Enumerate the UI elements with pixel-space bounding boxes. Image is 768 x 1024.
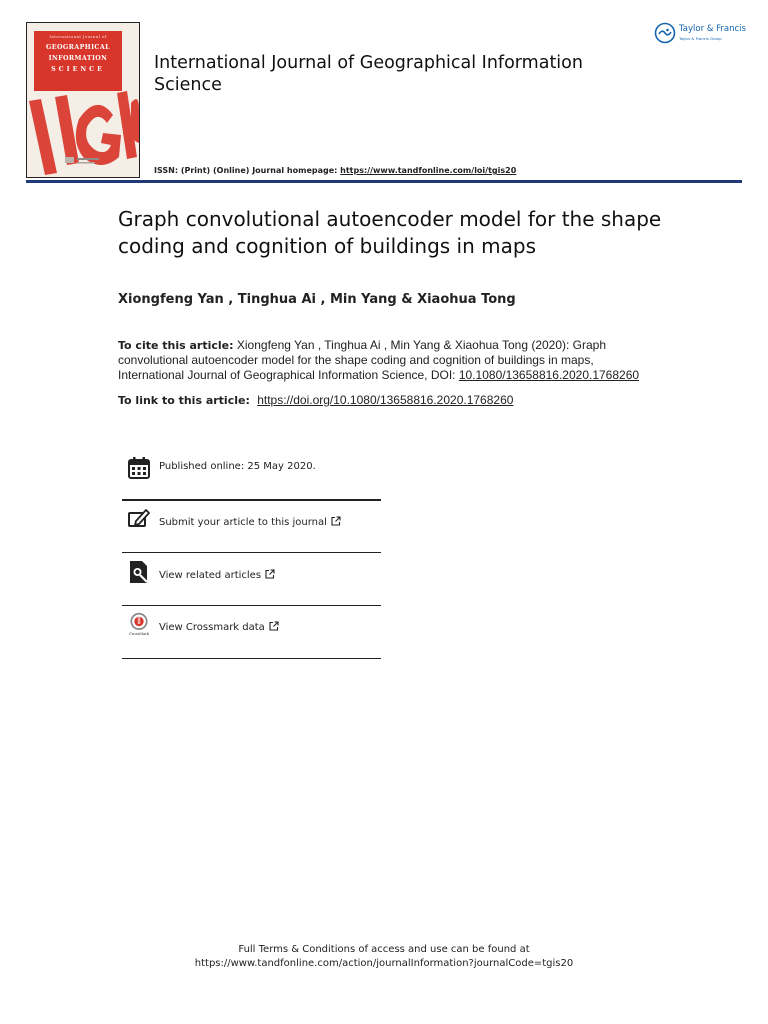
list-divider <box>122 605 381 606</box>
related-articles-link[interactable] <box>122 559 382 611</box>
list-divider <box>122 499 381 501</box>
taylor-francis-icon <box>654 22 676 44</box>
list-divider <box>122 658 381 659</box>
submit-article-label: Submit your article to this journal <box>159 516 341 528</box>
calendar-icon <box>127 456 151 480</box>
submit-article-link[interactable] <box>122 506 382 558</box>
cover-line-1: International Journal of <box>49 34 107 39</box>
cover-line-2: GEOGRAPHICAL <box>46 44 110 51</box>
external-link-icon <box>331 516 341 526</box>
journal-title: International Journal of Geographical Information Science <box>154 53 583 95</box>
article-authors: Xiongfeng Yan , Tinghua Ai , Min Yang & Xiaohua Tong <box>118 292 516 307</box>
article-doi-url-link[interactable]: https://doi.org/10.1080/13658816.2020.1768260 <box>257 393 514 407</box>
footer-line-1: Full Terms & Conditions of access and use can be found at <box>238 944 530 955</box>
link-label: To link to this article: <box>118 394 250 407</box>
cover-title-panel <box>34 31 122 91</box>
edit-icon <box>127 507 151 531</box>
external-link-icon <box>265 569 275 579</box>
journal-homepage-link[interactable]: https://www.tandfonline.com/loi/tgis20 <box>340 166 517 175</box>
cite-text: Xiongfeng Yan , Tinghua Ai , Min Yang & Xiaohua Tong (2020): Graph convolutional autoencoder model for the shape coding and cognition of buildings in maps, International Journal of Geographical Information Science, DOI: <box>118 338 607 382</box>
published-online-label: Published online: 25 May 2020. <box>159 461 316 472</box>
terms-footer <box>134 943 634 971</box>
article-title: Graph convolutional autoencoder model for the shape coding and cognition of buildings in maps <box>118 207 662 258</box>
cover-line-3: INFORMATION <box>48 55 108 62</box>
related-articles-label: View related articles <box>159 569 275 581</box>
article-link-block <box>118 393 678 407</box>
publisher-name: Taylor & Francis <box>679 24 746 34</box>
citation-block <box>118 338 658 383</box>
search-document-icon <box>127 560 151 584</box>
header-divider <box>26 180 742 183</box>
list-divider <box>122 552 381 553</box>
crossmark-label: View Crossmark data <box>159 621 279 633</box>
cover-line-4: SCIENCE <box>51 66 105 73</box>
footer-terms-url[interactable]: https://www.tandfonline.com/action/journalInformation?journalCode=tgis20 <box>194 958 574 969</box>
crossmark-caption: CrossMark <box>128 632 150 636</box>
publisher-logo[interactable] <box>654 22 746 46</box>
crossmark-link[interactable] <box>122 612 382 664</box>
cite-label: To cite this article: <box>118 339 234 352</box>
issn-line <box>154 166 516 175</box>
publisher-group-name: Taylor & Francis Group <box>679 36 722 41</box>
external-link-icon <box>269 621 279 631</box>
journal-cover-image <box>26 22 140 178</box>
doi-link[interactable]: 10.1080/13658816.2020.1768260 <box>458 368 640 382</box>
issn-label: ISSN: (Print) (Online) Journal homepage: <box>154 166 338 175</box>
crossmark-icon <box>127 612 151 636</box>
